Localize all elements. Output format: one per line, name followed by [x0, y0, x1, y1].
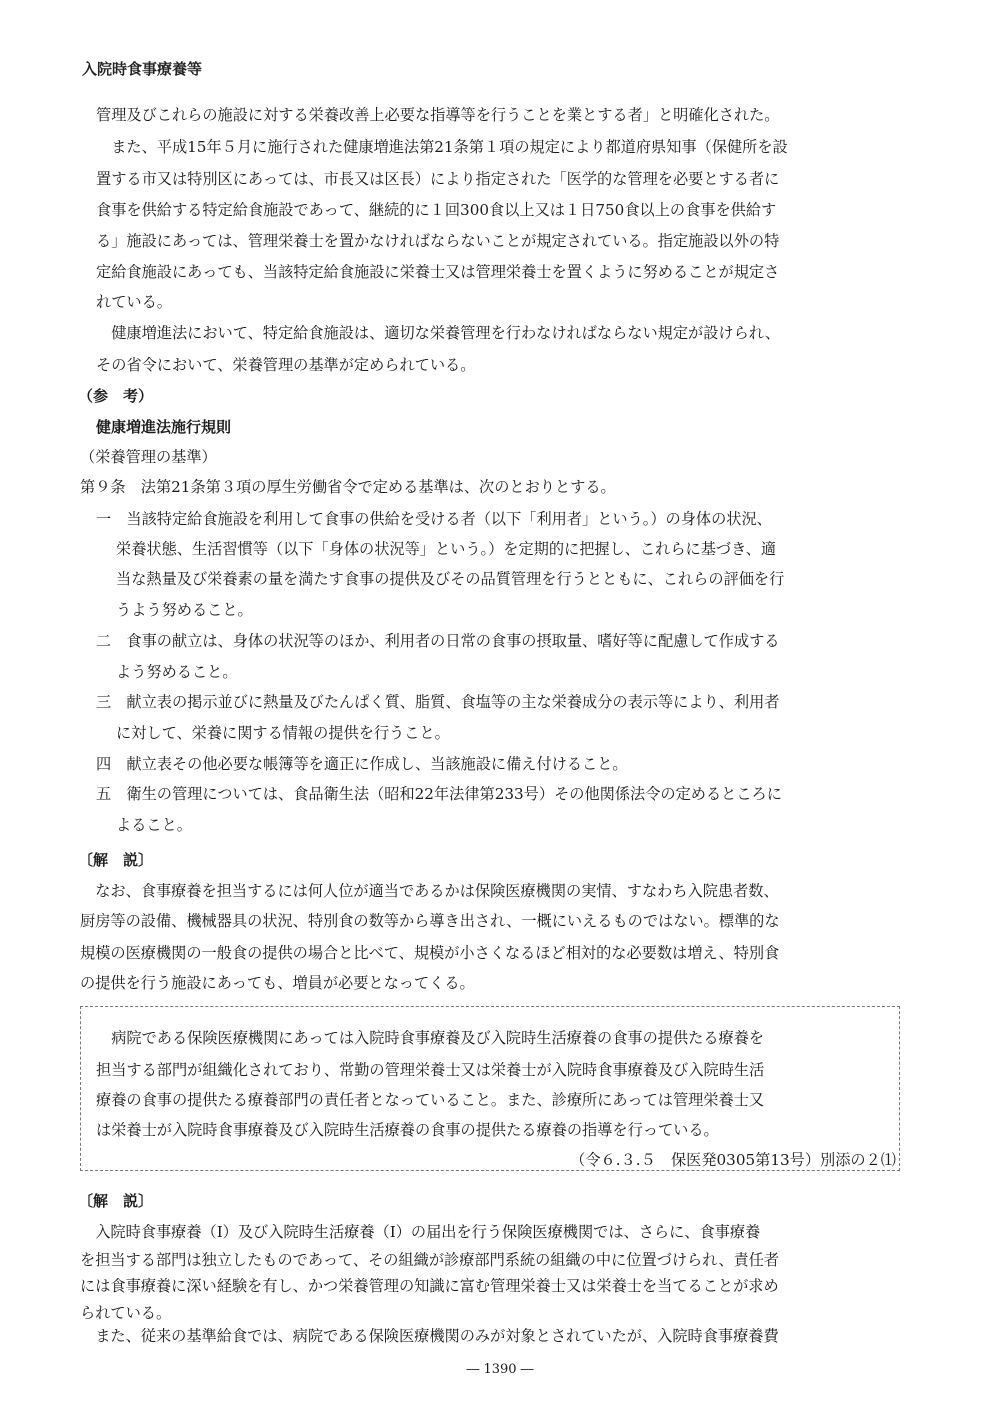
law-title: 健康増進法施行規則 — [96, 418, 232, 437]
page-number: ― 1390 ― — [466, 1362, 534, 1377]
kaisetsu-line: 規模の医療機関の一般食の提供の場合と比べて、規模が小さくなるほど相対的な必要数は増え、特別食 — [80, 943, 780, 962]
article-item-line: 五 衛生の管理については、食品衛生法（昭和22年法律第233号）その他関係法令の定めるところに — [96, 785, 782, 804]
para1-line: 健康増進法において、特定給食施設は、適切な栄養管理を行わなければならない規定が設けられ、 — [96, 324, 781, 343]
notice-line: 担当する部門が組織化されており、常勤の管理栄養士又は栄養士が入院時食事療養及び入院時生活 — [96, 1060, 765, 1079]
kaisetsu-line: には食事療養に深い経験を有し、かつ栄養管理の知識に富む管理栄養士又は栄養士を当てることが求め — [80, 1277, 779, 1296]
article-item-line: うよう努めること。 — [116, 600, 253, 619]
article-9: 第９条 法第21条第３項の厚生労働省令で定める基準は、次のとおりとする。 — [80, 478, 616, 497]
kaisetsu-line: 入院時食事療養（Ⅰ）及び入院時生活療養（Ⅰ）の届出を行う保険医療機関では、さらに、食事療養 — [80, 1223, 761, 1242]
kaisetsu-heading: 〔解 説〕 — [78, 1191, 154, 1210]
kaisetsu-line: られている。 — [80, 1303, 172, 1322]
notice-line: 病院である保険医療機関にあっては入院時食事療養及び入院時生活療養の食事の提供たる療養を — [96, 1029, 765, 1048]
article-item-line: よう努めること。 — [116, 662, 238, 681]
para1-line: 定給食施設にあっても、当該特定給食施設に栄養士又は管理栄養士を置くように努めることが規定さ — [96, 262, 780, 281]
article-item-line: 一 当該特定給食施設を利用して食事の供給を受ける者（以下「利用者」という。）の身体の状況、 — [96, 509, 772, 528]
article-item-line: 三 献立表の掲示並びに熱量及びたんぱく質、脂質、食塩等の主な栄養成分の表示等により、利用者 — [96, 692, 780, 711]
para1-line: 置する市又は特別区にあっては、市長又は区長）により指定された「医学的な管理を必要とする者に — [96, 169, 780, 188]
article-item-line: 当な熱量及び栄養素の量を満たす食事の提供及びその品質管理を行うとともに、これらの評価を行 — [116, 570, 785, 589]
kaisetsu-line: また、従来の基準給食では、病院である保険医療機関のみが対象とされていたが、入院時食事療養費 — [80, 1326, 779, 1345]
law-subtitle: （栄養管理の基準） — [80, 447, 217, 466]
para1-line: 食事を供給する特定給食施設であって、継続的に１回300食以上又は１日750食以上の食事を供給す — [96, 200, 777, 219]
running-header: 入院時食事療養等 — [82, 60, 203, 78]
kaisetsu-line: 厨房等の設備、機械器具の状況、特別食の数等から導き出され、一概にいえるものではない。標準的な — [80, 912, 780, 931]
kaisetsu-line: を担当する部門は独立したものであって、その組織が診療部門系統の組織の中に位置づけられ、責任者 — [80, 1250, 780, 1269]
notice-citation: （令６.３.５ 保医発0305第13号）別添の２⑴ — [570, 1150, 896, 1169]
kaisetsu-line: の提供を行う施設にあっても、増員が必要となってくる。 — [80, 974, 475, 993]
para1-line: れている。 — [96, 293, 172, 311]
article-item-line: 栄養状態、生活習慣等（以下「身体の状況等」という。）を定期的に把握し、これらに基づき、適 — [116, 540, 777, 558]
kaisetsu-line: なお、食事療養を担当するには何人位が適当であるかは保険医療機関の実情、すなわち入院患者数、 — [80, 882, 779, 900]
article-item-line: に対して、栄養に関する情報の提供を行うこと。 — [116, 724, 450, 743]
article-item-line: よること。 — [116, 816, 192, 835]
para1-line: その省令において、栄養管理の基準が定められている。 — [96, 355, 476, 374]
notice-line: 療養の食事の提供たる療養部門の責任者となっていること。また、診療所にあっては管理栄養士又 — [96, 1091, 765, 1109]
article-item-line: 二 食事の献立は、身体の状況等のほか、利用者の日常の食事の摂取量、嗜好等に配慮して作成する — [96, 632, 780, 651]
para1-line: る」施設にあっては、管理栄養士を置かなければならないことが規定されている。指定施設以外の特 — [96, 232, 780, 251]
para1-line: また、平成15年５月に施行された健康増進法第21条第１項の規定により都道府県知事（保健所を設 — [96, 138, 788, 157]
article-item-line: 四 献立表その他必要な帳簿等を適正に作成し、当該施設に備え付けること。 — [96, 754, 628, 773]
sanko-heading: （参 考） — [78, 387, 154, 405]
kaisetsu-heading: 〔解 説〕 — [78, 850, 154, 869]
para1-line: 管理及びこれらの施設に対する栄養改善上必要な指導等を行うことを業とする者」と明確化された。 — [96, 105, 780, 124]
notice-line: は栄養士が入院時食事療養及び入院時生活療養の食事の提供たる療養の指導を行っている。 — [96, 1121, 719, 1140]
